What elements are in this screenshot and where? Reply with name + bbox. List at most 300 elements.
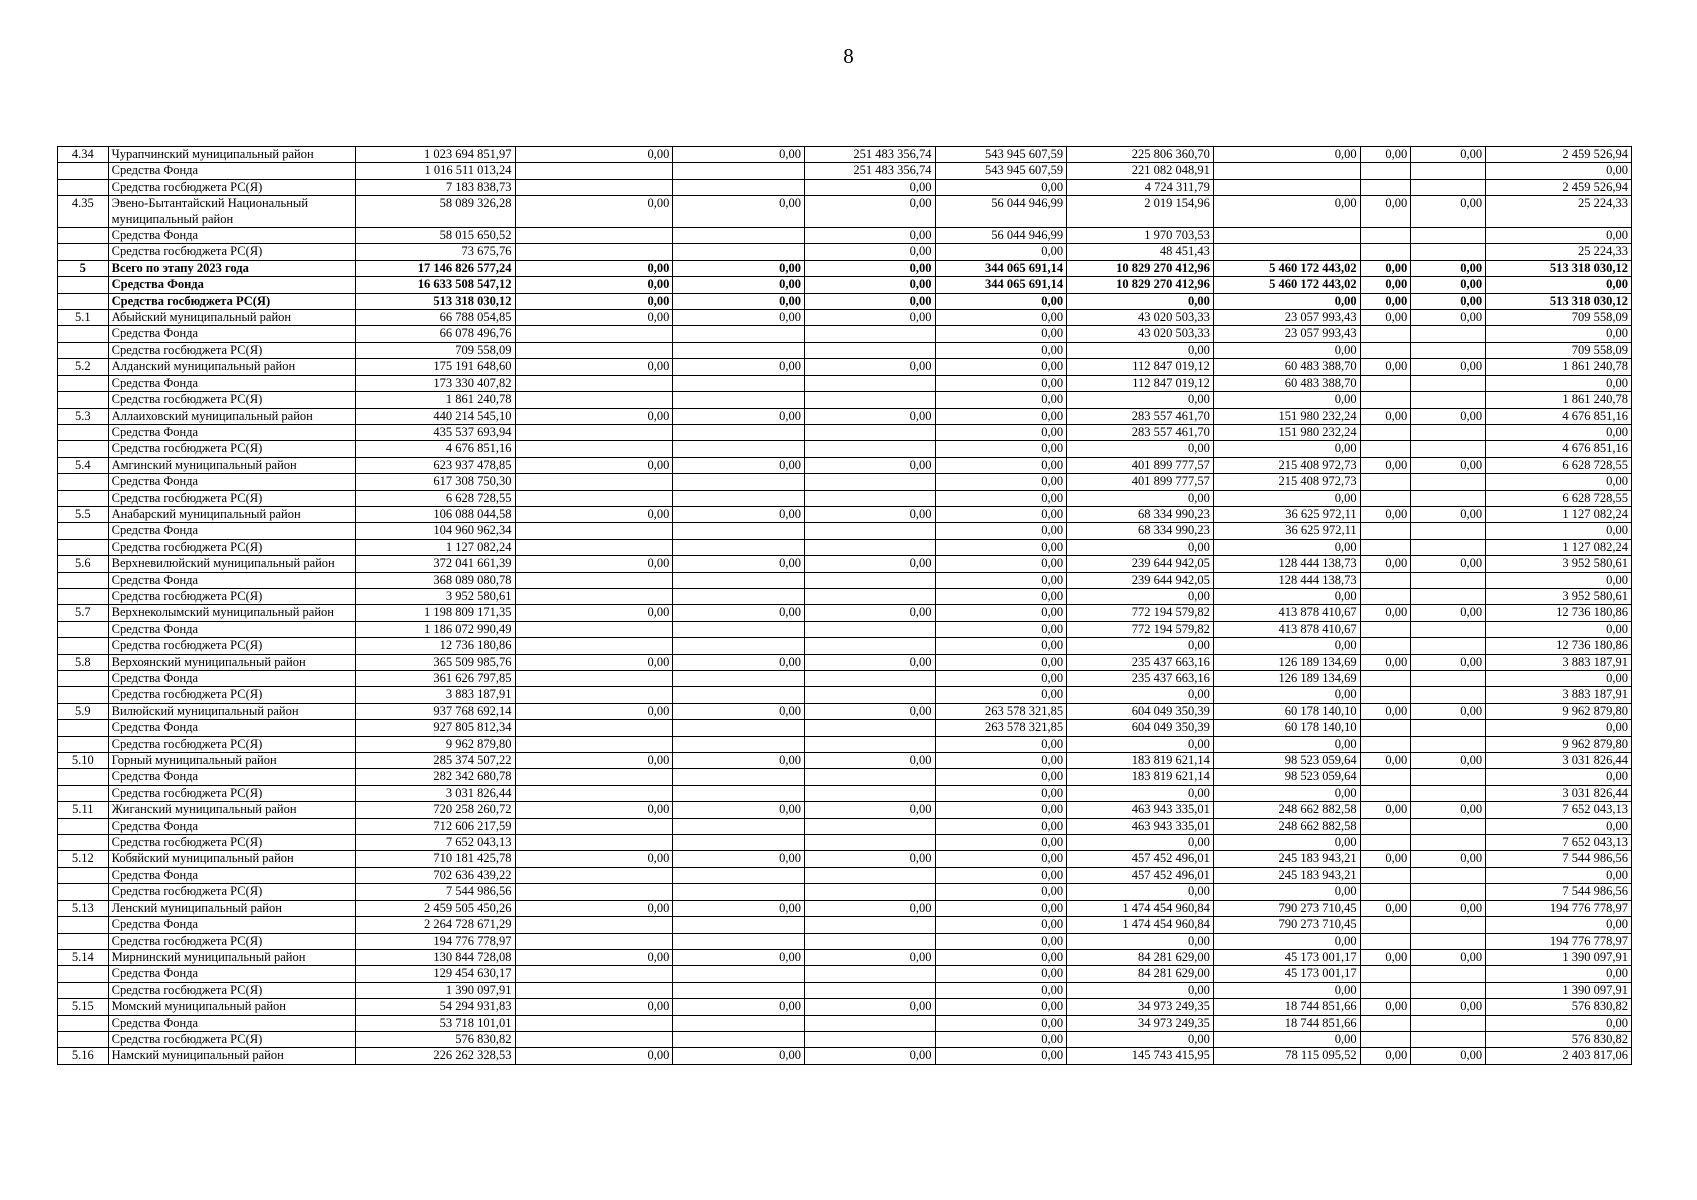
amount-cell: 0,00 <box>1360 310 1411 326</box>
amount-cell <box>673 228 805 244</box>
row-number-cell <box>58 539 109 555</box>
amount-cell <box>515 638 673 654</box>
amount-cell <box>515 982 673 998</box>
amount-cell <box>673 326 805 342</box>
amount-cell <box>1411 785 1486 801</box>
amount-cell: 151 980 232,24 <box>1213 424 1360 440</box>
row-name-cell: Средства госбюджета РС(Я) <box>108 392 355 408</box>
amount-cell: 18 744 851,66 <box>1213 1015 1360 1031</box>
amount-cell: 7 544 986,56 <box>355 884 515 900</box>
amount-cell <box>1411 835 1486 851</box>
amount-cell: 9 962 879,80 <box>355 736 515 752</box>
table-row <box>58 1048 1632 1064</box>
amount-cell <box>1360 982 1411 998</box>
amount-cell <box>1411 490 1486 506</box>
amount-cell: 0,00 <box>1067 933 1214 949</box>
amount-cell: 68 334 990,23 <box>1067 506 1214 522</box>
table-row <box>58 342 1632 358</box>
amount-cell <box>804 326 935 342</box>
amount-cell: 1 127 082,24 <box>1486 506 1632 522</box>
amount-cell: 0,00 <box>804 277 935 293</box>
amount-cell <box>515 523 673 539</box>
amount-cell: 0,00 <box>1411 260 1486 276</box>
amount-cell: 1 127 082,24 <box>355 539 515 555</box>
amount-cell <box>1360 490 1411 506</box>
row-name-cell: Средства госбюджета РС(Я) <box>108 982 355 998</box>
amount-cell <box>515 736 673 752</box>
amount-cell: 0,00 <box>1411 753 1486 769</box>
amount-cell <box>1411 736 1486 752</box>
amount-cell: 60 483 388,70 <box>1213 375 1360 391</box>
amount-cell: 78 115 095,52 <box>1213 1048 1360 1064</box>
table-row <box>58 359 1632 375</box>
amount-cell: 0,00 <box>935 375 1067 391</box>
amount-cell: 12 736 180,86 <box>355 638 515 654</box>
amount-cell <box>515 835 673 851</box>
amount-cell: 0,00 <box>515 703 673 719</box>
amount-cell: 0,00 <box>804 196 935 228</box>
amount-cell <box>673 588 805 604</box>
amount-cell: 0,00 <box>1411 359 1486 375</box>
amount-cell: 12 736 180,86 <box>1486 638 1632 654</box>
table-row <box>58 736 1632 752</box>
row-number-cell: 5.7 <box>58 605 109 621</box>
amount-cell: 0,00 <box>935 359 1067 375</box>
amount-cell: 0,00 <box>935 1048 1067 1064</box>
row-number-cell: 4.34 <box>58 147 109 163</box>
amount-cell: 457 452 496,01 <box>1067 867 1214 883</box>
amount-cell <box>804 638 935 654</box>
amount-cell: 0,00 <box>935 917 1067 933</box>
row-number-cell <box>58 424 109 440</box>
amount-cell: 772 194 579,82 <box>1067 621 1214 637</box>
amount-cell: 0,00 <box>1411 196 1486 228</box>
row-name-cell: Жиганский муниципальный район <box>108 802 355 818</box>
amount-cell <box>1411 1015 1486 1031</box>
amount-cell: 0,00 <box>1213 196 1360 228</box>
amount-cell: 0,00 <box>1213 293 1360 309</box>
row-number-cell: 5.14 <box>58 949 109 965</box>
amount-cell: 0,00 <box>935 867 1067 883</box>
table-row <box>58 556 1632 572</box>
amount-cell: 0,00 <box>804 851 935 867</box>
amount-cell: 175 191 648,60 <box>355 359 515 375</box>
amount-cell: 1 198 809 171,35 <box>355 605 515 621</box>
amount-cell <box>673 1031 805 1047</box>
amount-cell <box>673 917 805 933</box>
amount-cell: 0,00 <box>935 326 1067 342</box>
amount-cell: 3 031 826,44 <box>1486 785 1632 801</box>
amount-cell: 0,00 <box>1067 392 1214 408</box>
amount-cell <box>1213 179 1360 195</box>
amount-cell <box>673 982 805 998</box>
amount-cell: 4 724 311,79 <box>1067 179 1214 195</box>
amount-cell <box>1411 523 1486 539</box>
amount-cell <box>515 785 673 801</box>
amount-cell <box>1360 621 1411 637</box>
amount-cell: 0,00 <box>1067 736 1214 752</box>
amount-cell: 0,00 <box>935 671 1067 687</box>
amount-cell <box>1411 982 1486 998</box>
amount-cell: 5 460 172 443,02 <box>1213 260 1360 276</box>
table-row <box>58 408 1632 424</box>
row-number-cell: 5.8 <box>58 654 109 670</box>
amount-cell: 0,00 <box>1411 556 1486 572</box>
amount-cell <box>804 621 935 637</box>
row-name-cell: Средства госбюджета РС(Я) <box>108 933 355 949</box>
amount-cell <box>1213 228 1360 244</box>
table-row <box>58 375 1632 391</box>
amount-cell: 401 899 777,57 <box>1067 457 1214 473</box>
table-row <box>58 310 1632 326</box>
amount-cell <box>1411 244 1486 260</box>
table-row <box>58 260 1632 276</box>
amount-cell <box>515 375 673 391</box>
amount-cell: 248 662 882,58 <box>1213 818 1360 834</box>
amount-cell <box>515 671 673 687</box>
amount-cell: 84 281 629,00 <box>1067 966 1214 982</box>
table-row <box>58 884 1632 900</box>
amount-cell <box>804 736 935 752</box>
row-number-cell <box>58 720 109 736</box>
amount-cell: 282 342 680,78 <box>355 769 515 785</box>
amount-cell <box>804 392 935 408</box>
amount-cell <box>673 933 805 949</box>
amount-cell: 2 264 728 671,29 <box>355 917 515 933</box>
row-name-cell: Алданский муниципальный район <box>108 359 355 375</box>
amount-cell: 576 830,82 <box>1486 1031 1632 1047</box>
amount-cell: 0,00 <box>1360 999 1411 1015</box>
amount-cell: 0,00 <box>673 703 805 719</box>
amount-cell: 0,00 <box>1486 1015 1632 1031</box>
amount-cell: 0,00 <box>1360 802 1411 818</box>
amount-cell: 2 459 526,94 <box>1486 179 1632 195</box>
amount-cell: 60 483 388,70 <box>1213 359 1360 375</box>
amount-cell: 23 057 993,43 <box>1213 326 1360 342</box>
table-row <box>58 999 1632 1015</box>
amount-cell: 0,00 <box>1067 1031 1214 1047</box>
amount-cell: 7 544 986,56 <box>1486 884 1632 900</box>
table-row <box>58 326 1632 342</box>
amount-cell: 7 652 043,13 <box>1486 802 1632 818</box>
amount-cell: 604 049 350,39 <box>1067 703 1214 719</box>
amount-cell: 0,00 <box>1486 163 1632 179</box>
amount-cell: 365 509 985,76 <box>355 654 515 670</box>
amount-cell: 463 943 335,01 <box>1067 802 1214 818</box>
amount-cell: 0,00 <box>1411 802 1486 818</box>
amount-cell: 0,00 <box>1213 785 1360 801</box>
amount-cell: 372 041 661,39 <box>355 556 515 572</box>
amount-cell: 112 847 019,12 <box>1067 375 1214 391</box>
amount-cell: 709 558,09 <box>1486 310 1632 326</box>
amount-cell: 401 899 777,57 <box>1067 474 1214 490</box>
table-row <box>58 572 1632 588</box>
amount-cell: 344 065 691,14 <box>935 260 1067 276</box>
amount-cell: 4 676 851,16 <box>1486 441 1632 457</box>
amount-cell: 0,00 <box>1411 605 1486 621</box>
amount-cell: 0,00 <box>1360 753 1411 769</box>
amount-cell: 543 945 607,59 <box>935 163 1067 179</box>
amount-cell: 1 390 097,91 <box>355 982 515 998</box>
amount-cell: 0,00 <box>515 802 673 818</box>
row-number-cell: 5.13 <box>58 900 109 916</box>
amount-cell: 43 020 503,33 <box>1067 310 1214 326</box>
amount-cell: 0,00 <box>935 1015 1067 1031</box>
amount-cell: 0,00 <box>515 457 673 473</box>
page-number: 8 <box>843 44 854 68</box>
row-name-cell: Кобяйский муниципальный район <box>108 851 355 867</box>
table-row <box>58 1015 1632 1031</box>
amount-cell: 0,00 <box>935 949 1067 965</box>
amount-cell: 937 768 692,14 <box>355 703 515 719</box>
amount-cell <box>515 769 673 785</box>
amount-cell: 0,00 <box>1486 966 1632 982</box>
row-name-cell: Средства госбюджета РС(Я) <box>108 342 355 358</box>
amount-cell: 1 861 240,78 <box>1486 392 1632 408</box>
table-row <box>58 982 1632 998</box>
row-number-cell <box>58 835 109 851</box>
row-name-cell: Намский муниципальный район <box>108 1048 355 1064</box>
table-row <box>58 851 1632 867</box>
amount-cell: 7 652 043,13 <box>1486 835 1632 851</box>
row-name-cell: Верхоянский муниципальный район <box>108 654 355 670</box>
amount-cell: 25 224,33 <box>1486 244 1632 260</box>
amount-cell: 0,00 <box>1486 917 1632 933</box>
amount-cell: 7 544 986,56 <box>1486 851 1632 867</box>
amount-cell: 58 015 650,52 <box>355 228 515 244</box>
amount-cell: 54 294 931,83 <box>355 999 515 1015</box>
amount-cell <box>804 1015 935 1031</box>
row-number-cell: 5.10 <box>58 753 109 769</box>
amount-cell: 0,00 <box>804 1048 935 1064</box>
row-name-cell: Средства госбюджета РС(Я) <box>108 539 355 555</box>
row-name-cell: Анабарский муниципальный район <box>108 506 355 522</box>
amount-cell: 0,00 <box>935 572 1067 588</box>
amount-cell: 0,00 <box>673 654 805 670</box>
row-name-cell: Всего по этапу 2023 года <box>108 260 355 276</box>
row-number-cell <box>58 228 109 244</box>
table-row <box>58 457 1632 473</box>
amount-cell: 0,00 <box>935 244 1067 260</box>
amount-cell: 2 403 817,06 <box>1486 1048 1632 1064</box>
amount-cell <box>1411 424 1486 440</box>
amount-cell <box>515 572 673 588</box>
amount-cell <box>515 818 673 834</box>
amount-cell: 104 960 962,34 <box>355 523 515 539</box>
amount-cell <box>1411 1031 1486 1047</box>
amount-cell: 283 557 461,70 <box>1067 408 1214 424</box>
amount-cell <box>1360 785 1411 801</box>
amount-cell: 106 088 044,58 <box>355 506 515 522</box>
amount-cell: 3 952 580,61 <box>1486 588 1632 604</box>
amount-cell <box>673 884 805 900</box>
amount-cell: 3 031 826,44 <box>1486 753 1632 769</box>
amount-cell <box>1360 933 1411 949</box>
amount-cell: 0,00 <box>1411 654 1486 670</box>
amount-cell <box>1411 572 1486 588</box>
amount-cell: 251 483 356,74 <box>804 147 935 163</box>
amount-cell <box>804 720 935 736</box>
row-name-cell: Средства Фонда <box>108 424 355 440</box>
amount-cell: 0,00 <box>1360 506 1411 522</box>
amount-cell: 9 962 879,80 <box>1486 736 1632 752</box>
amount-cell: 0,00 <box>1213 147 1360 163</box>
amount-cell <box>1360 375 1411 391</box>
table-row <box>58 818 1632 834</box>
amount-cell: 283 557 461,70 <box>1067 424 1214 440</box>
amount-cell <box>515 1015 673 1031</box>
amount-cell: 0,00 <box>804 753 935 769</box>
amount-cell <box>1360 228 1411 244</box>
amount-cell: 0,00 <box>935 835 1067 851</box>
amount-cell: 0,00 <box>1213 933 1360 949</box>
row-name-cell: Средства Фонда <box>108 818 355 834</box>
amount-cell: 2 459 526,94 <box>1486 147 1632 163</box>
amount-cell: 0,00 <box>515 196 673 228</box>
amount-cell: 0,00 <box>935 556 1067 572</box>
amount-cell: 3 952 580,61 <box>355 588 515 604</box>
amount-cell: 0,00 <box>515 605 673 621</box>
table-row <box>58 835 1632 851</box>
amount-cell <box>804 572 935 588</box>
amount-cell: 0,00 <box>515 654 673 670</box>
amount-cell: 0,00 <box>1360 457 1411 473</box>
amount-cell: 0,00 <box>673 310 805 326</box>
table-row <box>58 244 1632 260</box>
amount-cell: 0,00 <box>804 244 935 260</box>
amount-cell <box>515 228 673 244</box>
amount-cell: 0,00 <box>673 147 805 163</box>
table-row <box>58 1031 1632 1047</box>
amount-cell <box>673 424 805 440</box>
amount-cell: 0,00 <box>515 506 673 522</box>
amount-cell: 225 806 360,70 <box>1067 147 1214 163</box>
amount-cell: 0,00 <box>935 753 1067 769</box>
row-number-cell <box>58 490 109 506</box>
amount-cell: 6 628 728,55 <box>355 490 515 506</box>
amount-cell <box>1360 523 1411 539</box>
amount-cell <box>1411 966 1486 982</box>
amount-cell: 413 878 410,67 <box>1213 605 1360 621</box>
amount-cell <box>673 966 805 982</box>
amount-cell <box>673 523 805 539</box>
row-number-cell: 5.12 <box>58 851 109 867</box>
table-row <box>58 621 1632 637</box>
amount-cell: 0,00 <box>515 277 673 293</box>
row-number-cell: 4.35 <box>58 196 109 228</box>
amount-cell: 0,00 <box>1486 867 1632 883</box>
amount-cell: 440 214 545,10 <box>355 408 515 424</box>
amount-cell: 0,00 <box>935 933 1067 949</box>
row-number-cell <box>58 293 109 309</box>
amount-cell: 0,00 <box>1067 687 1214 703</box>
amount-cell: 0,00 <box>935 179 1067 195</box>
row-number-cell <box>58 917 109 933</box>
amount-cell: 0,00 <box>673 408 805 424</box>
amount-cell: 3 031 826,44 <box>355 785 515 801</box>
amount-cell <box>515 490 673 506</box>
row-number-cell <box>58 244 109 260</box>
amount-cell: 0,00 <box>1411 900 1486 916</box>
amount-cell: 0,00 <box>1411 999 1486 1015</box>
amount-cell <box>1360 588 1411 604</box>
amount-cell <box>1360 917 1411 933</box>
amount-cell: 4 676 851,16 <box>1486 408 1632 424</box>
amount-cell <box>804 982 935 998</box>
amount-cell: 129 454 630,17 <box>355 966 515 982</box>
row-number-cell <box>58 588 109 604</box>
amount-cell: 0,00 <box>1360 260 1411 276</box>
amount-cell: 0,00 <box>673 196 805 228</box>
table-row <box>58 539 1632 555</box>
budget-table <box>57 146 1632 1065</box>
amount-cell <box>804 539 935 555</box>
amount-cell <box>515 720 673 736</box>
row-number-cell: 5.4 <box>58 457 109 473</box>
amount-cell: 60 178 140,10 <box>1213 703 1360 719</box>
amount-cell: 1 023 694 851,97 <box>355 147 515 163</box>
amount-cell: 0,00 <box>935 769 1067 785</box>
amount-cell: 413 878 410,67 <box>1213 621 1360 637</box>
table-row <box>58 933 1632 949</box>
row-number-cell <box>58 326 109 342</box>
amount-cell <box>673 441 805 457</box>
amount-cell <box>1360 1015 1411 1031</box>
row-name-cell: Средства Фонда <box>108 474 355 490</box>
amount-cell: 0,00 <box>673 293 805 309</box>
amount-cell: 0,00 <box>673 605 805 621</box>
amount-cell: 0,00 <box>804 703 935 719</box>
amount-cell: 720 258 260,72 <box>355 802 515 818</box>
amount-cell: 0,00 <box>935 605 1067 621</box>
row-name-cell: Средства Фонда <box>108 621 355 637</box>
row-name-cell: Средства Фонда <box>108 1015 355 1031</box>
amount-cell: 285 374 507,22 <box>355 753 515 769</box>
row-name-cell: Верхнеколымский муниципальный район <box>108 605 355 621</box>
row-name-cell: Средства госбюджета РС(Я) <box>108 441 355 457</box>
amount-cell: 239 644 942,05 <box>1067 572 1214 588</box>
amount-cell <box>1411 769 1486 785</box>
row-number-cell <box>58 392 109 408</box>
amount-cell: 710 181 425,78 <box>355 851 515 867</box>
amount-cell <box>804 671 935 687</box>
amount-cell: 5 460 172 443,02 <box>1213 277 1360 293</box>
amount-cell: 6 628 728,55 <box>1486 490 1632 506</box>
row-number-cell <box>58 441 109 457</box>
amount-cell: 0,00 <box>935 884 1067 900</box>
amount-cell <box>1411 884 1486 900</box>
amount-cell: 0,00 <box>1486 375 1632 391</box>
amount-cell: 513 318 030,12 <box>1486 260 1632 276</box>
amount-cell: 0,00 <box>804 179 935 195</box>
amount-cell: 513 318 030,12 <box>355 293 515 309</box>
amount-cell: 0,00 <box>1067 884 1214 900</box>
amount-cell: 36 625 972,11 <box>1213 523 1360 539</box>
amount-cell: 235 437 663,16 <box>1067 654 1214 670</box>
amount-cell: 0,00 <box>673 506 805 522</box>
amount-cell: 0,00 <box>1411 703 1486 719</box>
amount-cell <box>1360 671 1411 687</box>
amount-cell: 0,00 <box>1213 638 1360 654</box>
amount-cell: 53 718 101,01 <box>355 1015 515 1031</box>
amount-cell: 194 776 778,97 <box>355 933 515 949</box>
amount-cell: 344 065 691,14 <box>935 277 1067 293</box>
amount-cell <box>673 835 805 851</box>
amount-cell: 543 945 607,59 <box>935 147 1067 163</box>
amount-cell: 3 883 187,91 <box>1486 654 1632 670</box>
amount-cell <box>1411 671 1486 687</box>
row-number-cell <box>58 1031 109 1047</box>
